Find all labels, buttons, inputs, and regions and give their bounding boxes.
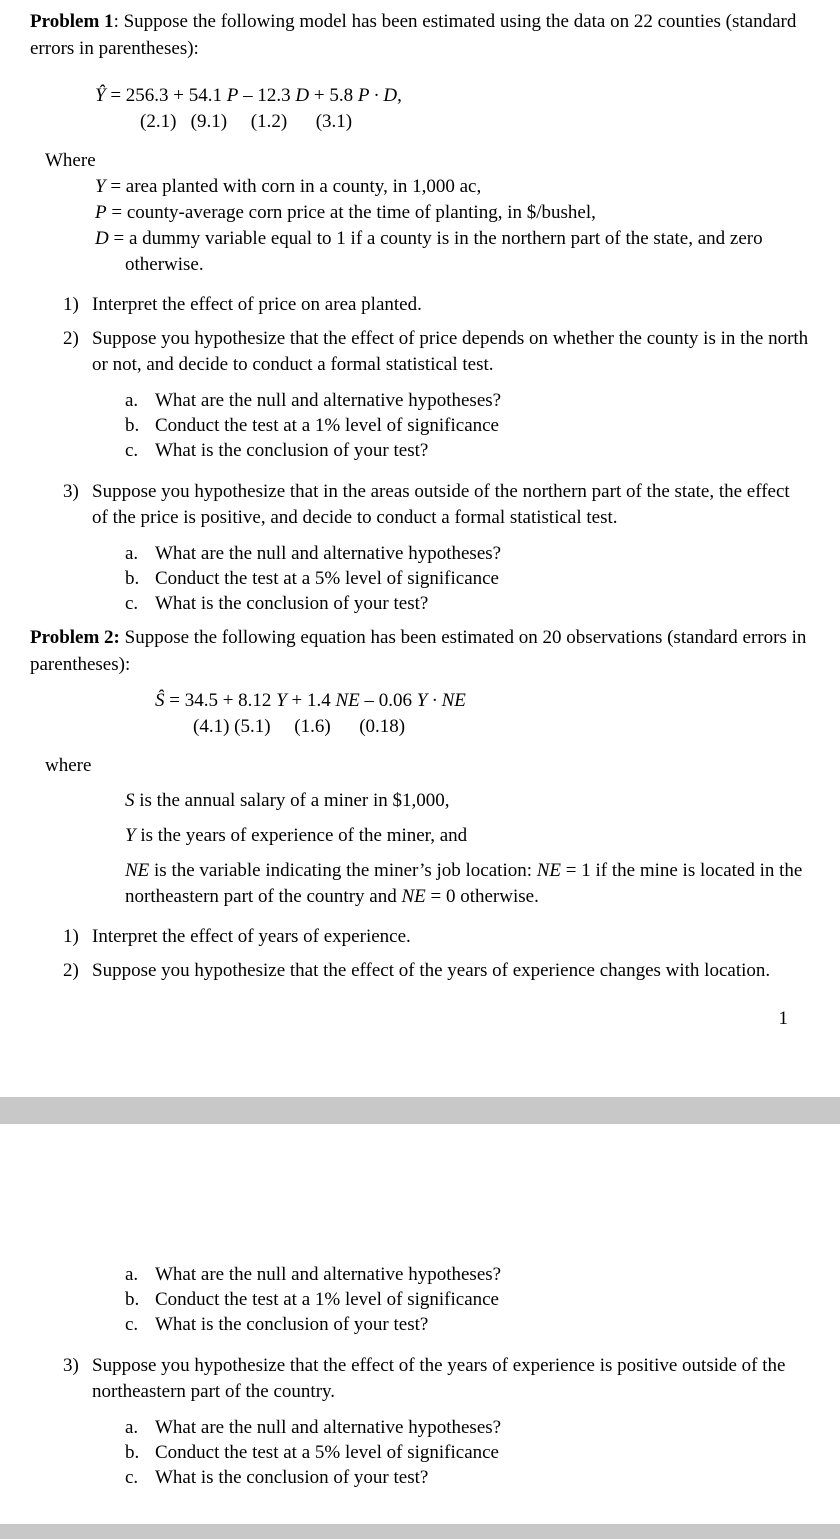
page2-top-sub-a (125, 1262, 810, 1287)
p1-item-1-marker: 1) (63, 294, 79, 315)
page2-bottom-sub-c (125, 1465, 810, 1490)
page2-item-3 (63, 1353, 810, 1405)
page2-bottom-sub-b-marker: b. (125, 1442, 140, 1463)
page-break-gap (0, 1097, 840, 1124)
eq1-seg-5: + 5.8 (309, 85, 358, 106)
definition-Y-text: = area planted with corn in a county, in 1,000 ac, (105, 176, 482, 197)
equation-2-block (155, 688, 810, 740)
definition-D-var: D (95, 228, 109, 249)
p1-item-3-text: Suppose you hypothesize that in the areas outside of the northern part of the state, the effect of the price is positive, and decide to conduct a formal statistical test. (92, 481, 790, 528)
definition-NE-var-1: NE (125, 860, 150, 881)
page2-bottom-sub-a-marker: a. (125, 1417, 139, 1438)
p1-item-2-sub-b-marker: b. (125, 415, 140, 436)
p1-item-2-sub-c (125, 438, 810, 463)
equation-1 (95, 83, 810, 109)
page2-sublist-top (125, 1262, 810, 1337)
p2-item-2 (63, 958, 810, 984)
p2-item-2-text: Suppose you hypothesize that the effect of the years of experience changes with location. (92, 960, 771, 981)
p1-item-3-marker: 3) (63, 481, 79, 502)
page2-top-sub-b (125, 1287, 810, 1312)
p2-item-2-marker: 2) (63, 960, 79, 981)
p1-item-2 (63, 326, 810, 378)
page2-bottom-sub-c-marker: c. (125, 1467, 139, 1488)
definition-P (30, 200, 810, 226)
equation-1-block (95, 83, 810, 135)
definition-Y2-text: is the years of experience of the miner, and (135, 825, 468, 846)
eq2-seg-2: Y (276, 690, 287, 711)
definition-NE-text-3: = 0 otherwise. (425, 886, 539, 907)
p1-item-3-sub-b-marker: b. (125, 568, 140, 589)
p1-item-2-sub-b (125, 413, 810, 438)
page2-top-sub-a-marker: a. (125, 1264, 139, 1285)
definition-S-text: is the annual salary of a miner in $1,000, (134, 790, 450, 811)
page2-bottom-sub-c-text: What is the conclusion of your test? (155, 1467, 429, 1488)
p1-item-3-sub-c-text: What is the conclusion of your test? (155, 593, 429, 614)
p1-item-3-sub-a (125, 541, 810, 566)
p1-item-3-sub-b-text: Conduct the test at a 5% level of significance (155, 568, 499, 589)
problem1-heading (30, 8, 810, 62)
eq2-seg-3: + 1.4 (286, 690, 336, 711)
page2-item-3-text: Suppose you hypothesize that the effect of the years of experience is positive outside of the northeastern part of the country. (92, 1355, 786, 1402)
p1-item-2-sublist (125, 388, 810, 463)
page2-bottom-sub-b (125, 1440, 810, 1465)
eq2-seg-0: Ŝ (155, 690, 165, 711)
p1-item-1 (63, 292, 810, 318)
page2-sublist-bottom (125, 1415, 810, 1490)
eq2-seg-1: = 34.5 + 8.12 (164, 690, 277, 711)
eq2-seg-5: – 0.06 (359, 690, 417, 711)
p1-item-3-sub-b (125, 566, 810, 591)
problem1-title: Problem 1 (30, 11, 114, 32)
eq1-seg-4: D (295, 85, 310, 106)
problem2-intro: Suppose the following equation has been estimated on 20 observations (standard errors in parentheses): (30, 627, 807, 675)
page2-top-sub-b-marker: b. (125, 1289, 140, 1310)
p1-item-2-sub-a-marker: a. (125, 390, 139, 411)
eq1-seg-3: – 12.3 (238, 85, 296, 106)
page-2 (0, 1124, 840, 1524)
p1-item-1-text: Interpret the effect of price on area planted. (92, 294, 422, 315)
problem1-intro: : Suppose the following model has been estimated using the data on 22 counties (standard errors in parentheses): (30, 11, 797, 59)
p2-item-1-text: Interpret the effect of years of experience. (92, 926, 411, 947)
p1-item-2-sub-a (125, 388, 810, 413)
page2-bottom-sub-b-text: Conduct the test at a 5% level of significance (155, 1442, 499, 1463)
definition-Y-var: Y (95, 176, 106, 197)
definition-P-var: P (95, 202, 107, 223)
definition-Y2-var: Y (125, 825, 136, 846)
page2-top-sub-c (125, 1312, 810, 1337)
page2-top-sub-c-text: What is the conclusion of your test? (155, 1314, 429, 1335)
page2-top-sub-c-marker: c. (125, 1314, 139, 1335)
definition-S-var: S (125, 790, 135, 811)
problem2-where-label: where (45, 755, 92, 776)
page2-top-sub-a-text: What are the null and alternative hypotheses? (155, 1264, 502, 1285)
p2-item-1-marker: 1) (63, 926, 79, 947)
page-number: 1 (778, 1008, 788, 1029)
eq1-seg-2: P (226, 85, 239, 106)
p1-item-3-sub-a-marker: a. (125, 543, 139, 564)
page2-top-sub-b-text: Conduct the test at a 1% level of significance (155, 1289, 499, 1310)
p1-item-2-sub-c-marker: c. (125, 440, 139, 461)
eq2-seg-6: Y · NE (416, 690, 466, 711)
definition-S (125, 788, 810, 814)
definition-P-text: = county-average corn price at the time of planting, in $/bushel, (106, 202, 596, 223)
p2-item-1 (63, 924, 810, 950)
definition-NE-text-1: is the variable indicating the miner’s job location: (149, 860, 537, 881)
page2-item-3-marker: 3) (63, 1355, 79, 1376)
eq2-seg-4: NE (335, 690, 360, 711)
definition-NE (125, 858, 810, 910)
definition-NE-text-2: = 1 if the mine is located in the northeastern part of the country and (125, 860, 803, 907)
p1-item-3-sub-c-marker: c. (125, 593, 139, 614)
page2-bottom-sub-a-text: What are the null and alternative hypotheses? (155, 1417, 502, 1438)
definition-D (30, 226, 810, 278)
equation-2 (155, 688, 810, 714)
problem1-where-label: Where (45, 150, 96, 171)
equation-2-standard-errors: (4.1) (5.1) (1.6) (0.18) (193, 716, 406, 737)
p1-item-2-text: Suppose you hypothesize that the effect of price depends on whether the county is in the north or not, and decide to conduct a formal statistical test. (92, 328, 809, 375)
bottom-page-break-gap (0, 1524, 840, 1539)
definition-NE-var-3: NE (401, 886, 426, 907)
p1-item-3-sub-c (125, 591, 810, 616)
p1-item-2-marker: 2) (63, 328, 79, 349)
p1-item-2-sub-b-text: Conduct the test at a 1% level of significance (155, 415, 499, 436)
eq1-seg-7: , (397, 85, 402, 106)
equation-1-standard-errors: (2.1) (9.1) (1.2) (3.1) (140, 111, 353, 132)
definition-NE-var-2: NE (536, 860, 562, 881)
problem2-heading (30, 624, 810, 678)
eq1-seg-0: Ŷ (95, 85, 106, 106)
definition-D-text: = a dummy variable equal to 1 if a county is in the northern part of the state, and zero otherwise. (108, 228, 763, 275)
p1-item-3-sub-a-text: What are the null and alternative hypotheses? (155, 543, 502, 564)
problem2-title: Problem 2: (30, 627, 120, 648)
p1-item-3 (63, 479, 810, 531)
p1-item-2-sub-c-text: What is the conclusion of your test? (155, 440, 429, 461)
p1-item-2-sub-a-text: What are the null and alternative hypotheses? (155, 390, 502, 411)
definition-Y (30, 174, 810, 200)
eq1-seg-1: = 256.3 + 54.1 (105, 85, 227, 106)
p1-item-3-sublist (125, 541, 810, 616)
page2-bottom-sub-a (125, 1415, 810, 1440)
definition-Y2 (125, 823, 810, 849)
eq1-seg-6: P · D (357, 85, 398, 106)
